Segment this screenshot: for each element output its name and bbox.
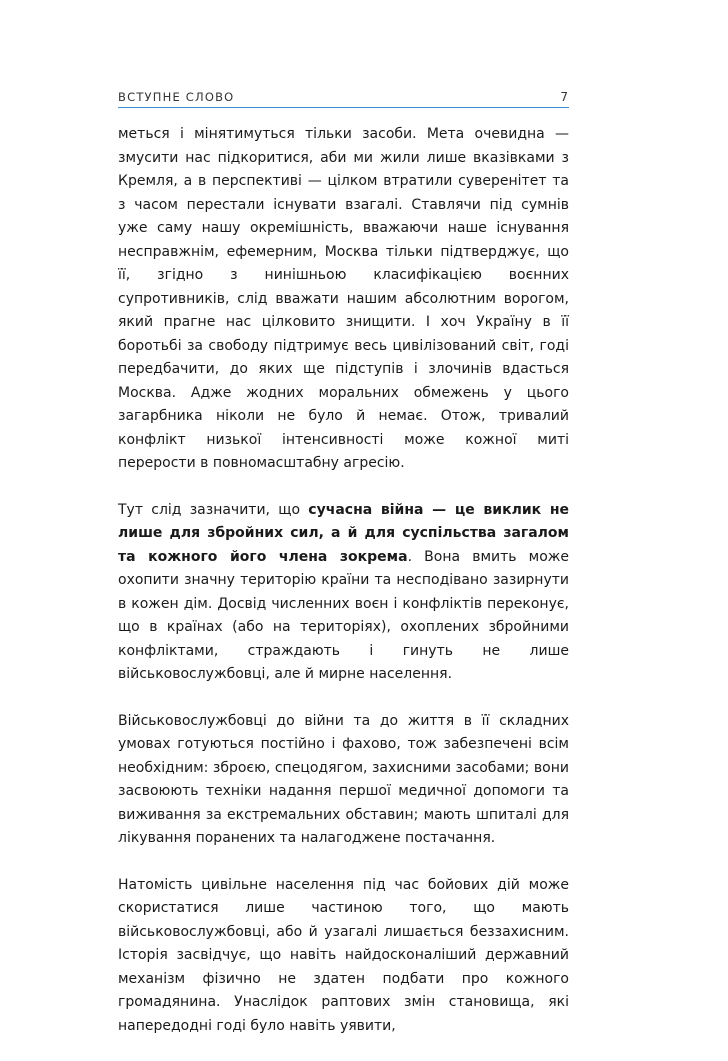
- page-number: 7: [560, 90, 568, 104]
- emphasized-text: сучасна війна — це виклик не лише для збройних сил, а й для суспільства загалом та кожного його члена зокрема: [118, 501, 569, 565]
- paragraph-text: Військовослужбовці до війни та до життя в її складних умовах готуються постійно і фахово, тож забезпечені всім необхідним: зброєю, спецодягом, захисними засобами; вони засвоюють техніки надання першої медичної допомоги та виживання за екстремальних обставин; мають шпиталі для лікування поранених та налагоджене постачання.: [118, 712, 569, 846]
- paragraph: [118, 123, 569, 476]
- paragraph: [118, 874, 569, 1039]
- header-rule: [118, 107, 569, 108]
- paragraph: [118, 710, 569, 851]
- paragraph: [118, 499, 569, 687]
- paragraph-text: меться і мінятимуться тільки засоби. Мета очевидна — змусити нас підкоритися, аби ми жили лише вказівками з Кремля, а в перспективі — цілком втратили суверенітет та з часом перестали існувати взагалі. Ставлячи під сумнів уже саму нашу окремішність, вважаючи наше існування несправжнім, ефемерним, Москва тільки підтверджує, що її, згідно з нинішньою класифікацією воєнних супротивників, слід вважати нашим абсолютним ворогом, який прагне нас цілковито знищити. І хоч Україну в її боротьбі за свободу підтримує весь цивілізований світ, годі передбачити, до яких ще підступів і злочинів вдасться Москва. Адже жодних моральних обмежень у цього загарбника ніколи не було й немає. Отож, тривалий конфлікт низької інтенсивності може кожної миті перерости в повномасштабну агресію.: [118, 126, 569, 471]
- paragraph-text: . Вона вмить може охопити значну територію країни та несподівано зазирнути в кожен дім. Досвід численних воєн і конфліктів переконує, що в країнах (або на територіях), охоплених збройними конфліктами, страждають і гинуть не лише військовослужбовці, але й мирне населення.: [118, 548, 570, 682]
- paragraph-text: Натомість цивільне населення під час бойових дій може скористатися лише частиною того, що мають військовослужбовці, або й узагалі лишається беззахисним. Історія засвідчує, що навіть найдосконаліший державний механізм фізично не здатен подбати про кожного громадянина. Унаслідок раптових змін становища, які напередодні годі було навіть уявити,: [118, 876, 569, 1034]
- section-title: ВСТУПНЕ СЛОВО: [118, 90, 235, 104]
- body-text: [118, 123, 569, 1061]
- paragraph-text: Тут слід зазначити, що: [118, 501, 309, 518]
